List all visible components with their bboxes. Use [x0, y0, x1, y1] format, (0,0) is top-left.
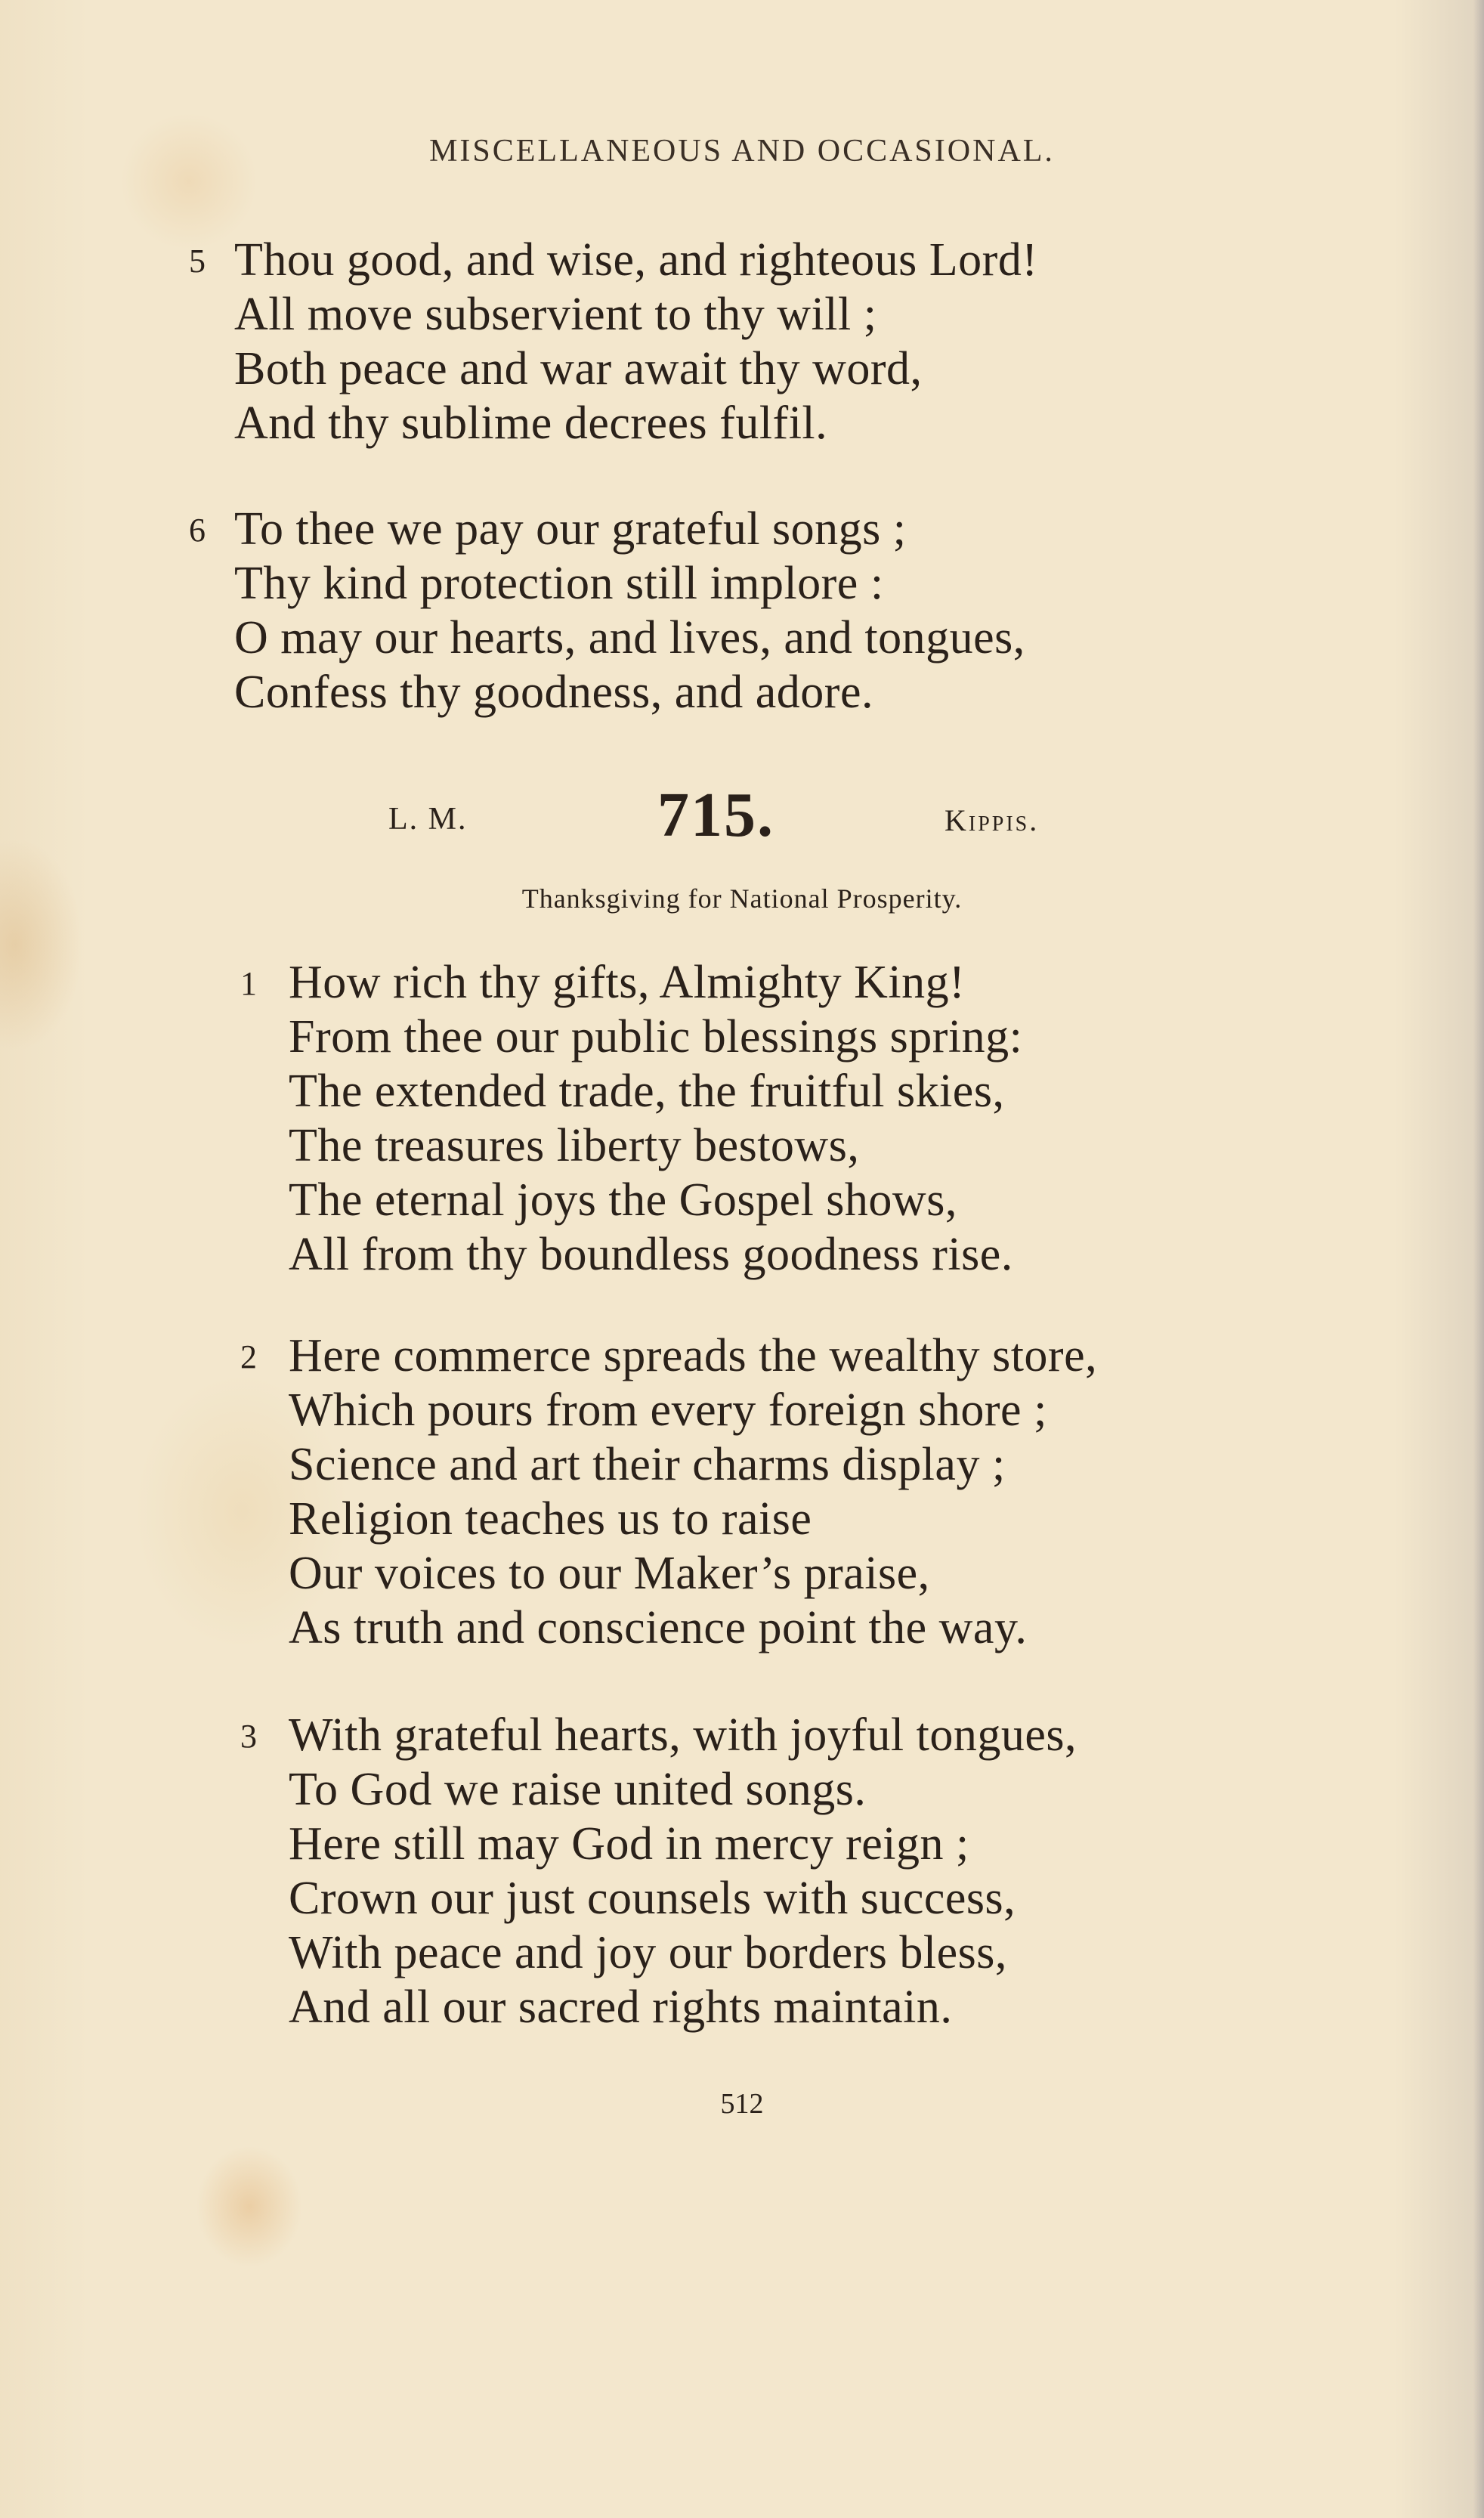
stanza-number: 2 [240, 1338, 257, 1375]
verse-line: Religion teaches us to raise [289, 1493, 812, 1545]
verse-line: All move subservient to thy will ; [234, 289, 877, 340]
stanza-number: 5 [189, 243, 206, 280]
verse-line: Here commerce spreads the wealthy store, [289, 1330, 1098, 1381]
verse-line: And thy sublime decrees fulfil. [234, 397, 828, 449]
verse-line: With peace and joy our borders bless, [289, 1927, 1007, 1978]
verse-line: All from thy boundless goodness rise. [289, 1229, 1013, 1280]
stanza-number: 3 [240, 1718, 257, 1755]
verse-line: With grateful hearts, with joyful tongues, [289, 1709, 1077, 1761]
verse-line: As truth and conscience point the way. [289, 1602, 1028, 1653]
hymn-author: Kippis. [945, 803, 1040, 837]
stanza-number: 1 [240, 965, 257, 1002]
page-number: 512 [720, 2088, 764, 2120]
verse-line: Crown our just counsels with success, [289, 1873, 1016, 1924]
verse-line: The extended trade, the fruitful skies, [289, 1066, 1005, 1117]
verse-line: Science and art their charms display ; [289, 1439, 1006, 1490]
verse-line: Confess thy goodness, and adore. [234, 667, 873, 718]
verse-line: Our voices to our Maker’s praise, [289, 1548, 930, 1599]
verse-line: To God we raise united songs. [289, 1764, 867, 1815]
page-edge-shadow [1473, 0, 1484, 2518]
running-head: MISCELLANEOUS AND OCCASIONAL. [429, 134, 1055, 169]
verse-line: Here still may God in mercy reign ; [289, 1818, 969, 1870]
verse-line: O may our hearts, and lives, and tongues, [234, 612, 1025, 664]
stanza-number: 6 [189, 512, 206, 549]
verse-line: How rich thy gifts, Almighty King! [289, 957, 966, 1008]
verse-line: The eternal joys the Gospel shows, [289, 1174, 957, 1226]
hymn-title: Thanksgiving for National Prosperity. [521, 883, 963, 914]
verse-line: Thy kind protection still implore : [234, 558, 884, 609]
hymn-number: 715. [657, 780, 774, 850]
verse-line: Which pours from every foreign shore ; [289, 1384, 1047, 1436]
verse-line: From thee our public blessings spring: [289, 1011, 1023, 1063]
verse-line: Thou good, and wise, and righteous Lord! [234, 234, 1038, 286]
verse-line: The treasures liberty bestows, [289, 1120, 860, 1171]
verse-line: To thee we pay our grateful songs ; [234, 503, 907, 555]
verse-line: Both peace and war await thy word, [234, 343, 923, 394]
hymn-meter: L. M. [388, 802, 468, 837]
verse-line: And all our sacred rights maintain. [289, 1981, 953, 2033]
